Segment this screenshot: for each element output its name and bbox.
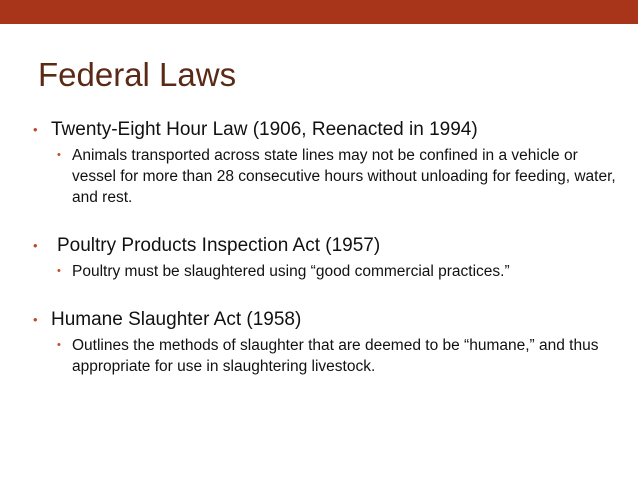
- top-accent-bar: [0, 0, 638, 24]
- sub-bullet-marker-icon: •: [57, 339, 61, 351]
- bullet-list: [27, 118, 617, 403]
- sub-bullet-item: [57, 261, 617, 282]
- sub-bullet-marker-icon: •: [57, 149, 61, 161]
- bullet-item: [27, 234, 617, 258]
- sub-bullet-text: Poultry must be slaughtered using “good commercial practices.”: [72, 263, 510, 280]
- bullet-marker-icon: •: [33, 238, 38, 253]
- bullet-text: Poultry Products Inspection Act (1957): [57, 235, 381, 256]
- sub-bullet-item: [57, 145, 617, 208]
- sub-bullet-text: Outlines the methods of slaughter that are deemed to be “humane,” and thus appropriate for use in slaughtering livestock.: [72, 337, 599, 375]
- bullet-text: Twenty-Eight Hour Law (1906, Reenacted in 1994): [51, 119, 478, 140]
- bullet-text: Humane Slaughter Act (1958): [51, 309, 302, 330]
- sub-bullet-marker-icon: •: [57, 265, 61, 277]
- sub-bullet-item: [57, 335, 617, 377]
- sub-bullet-text: Animals transported across state lines may not be confined in a vehicle or vessel for more than 28 consecutive hours without unloading for feeding, water, and rest.: [72, 147, 616, 206]
- bullet-item: [27, 308, 617, 332]
- bullet-item: [27, 118, 617, 142]
- slide-title: Federal Laws: [38, 56, 237, 93]
- bullet-group: [27, 308, 617, 377]
- bullet-marker-icon: •: [33, 122, 38, 137]
- bullet-marker-icon: •: [33, 312, 38, 327]
- bullet-group: [27, 234, 617, 282]
- bullet-group: [27, 118, 617, 208]
